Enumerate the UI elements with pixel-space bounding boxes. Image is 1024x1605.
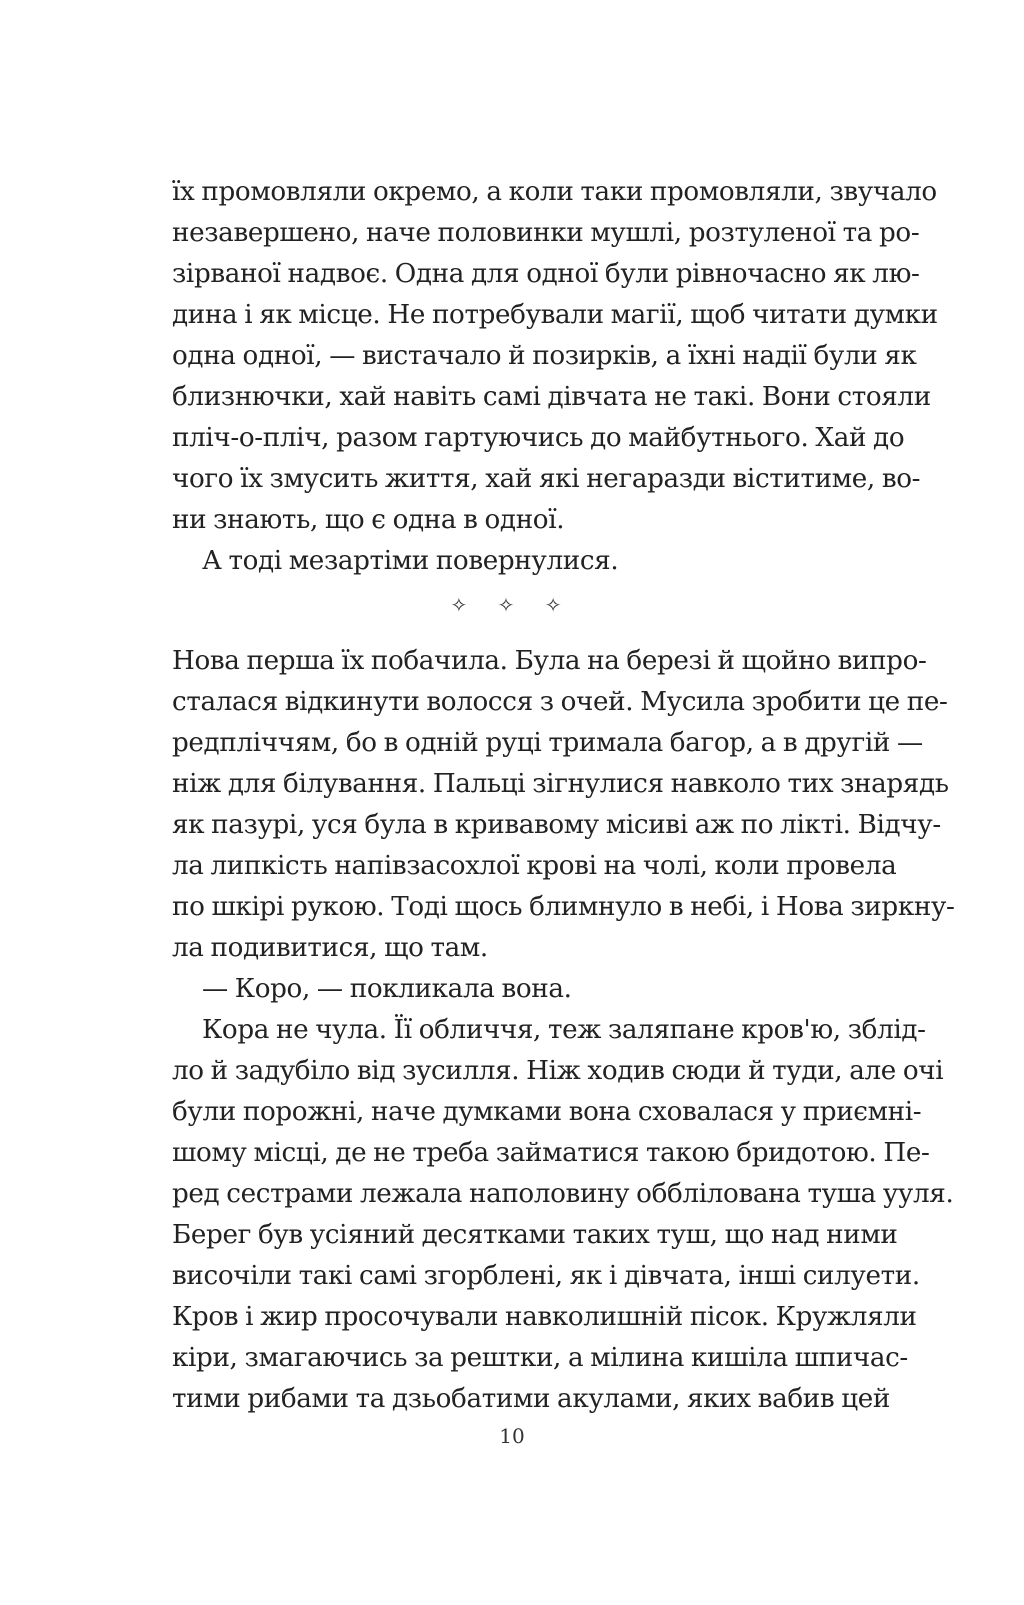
text-line: Кров і жир просочували навколишній пісок. Кружляли [172, 1302, 917, 1332]
text-line: близнючки, хай навіть самі дівчата не такі. Вони стояли [172, 382, 931, 412]
section-divider: ✧ ✧ ✧ [450, 593, 574, 617]
text-line: зірваної надвоє. Одна для одної були рівночасно як лю- [172, 259, 920, 289]
text-line: ред сестрами лежала наполовину обблілована туша ууля. [172, 1179, 954, 1209]
text-line: ла липкість напівзасохлої крові на чолі, коли провела [172, 851, 897, 881]
text-line: як пазурі, уся була в кривавому місиві аж по лікті. Відчу- [172, 810, 941, 840]
text-line: шому місці, де не треба займатися такою бридотою. Пе- [172, 1138, 930, 1168]
text-line: сталася відкинути волосся з очей. Мусила зробити це пе- [172, 687, 948, 717]
text-block-continuation [172, 172, 938, 582]
text-line: одна одної, — вистачало й позирків, а їхні надії були як [172, 341, 917, 371]
text-line: ніж для білування. Пальці зігнулися навколо тих знарядь [172, 769, 949, 799]
text-line: ло й задубіло від зусилля. Ніж ходив сюди й туди, але очі [172, 1056, 944, 1086]
text-line: Кора не чула. Її обличчя, теж заляпане кров'ю, зблід- [202, 1015, 926, 1045]
text-line: незавершено, наче половинки мушлі, розтуленої та ро- [172, 218, 920, 248]
text-line: ни знають, що є одна в одної. [172, 505, 565, 535]
text-line: були порожні, наче думками вона сховалася у приємні- [172, 1097, 922, 1127]
text-line: чого їх змусить життя, хай які негаразди віститиме, во- [172, 464, 921, 494]
text-line: ла подивитися, що там. [172, 933, 488, 963]
text-block-section [172, 641, 955, 1420]
text-line: дина і як місце. Не потребували магії, щоб читати думки [172, 300, 938, 330]
text-line: тими рибами та дзьобатими акулами, яких вабив цей [172, 1384, 890, 1414]
page-number: 10 [499, 1424, 525, 1448]
text-line: А тоді мезартіми повернулися. [202, 546, 619, 576]
text-line: Нова перша їх побачила. Була на березі й щойно випро- [172, 646, 927, 676]
text-line: кіри, змагаючись за рештки, а мілина кишіла шпичас- [172, 1343, 908, 1373]
text-line: редпліччям, бо в одній руці тримала багор, а в другій — [172, 728, 923, 758]
text-line: пліч-о-пліч, разом гартуючись до майбутнього. Хай до [172, 423, 905, 453]
text-line: — Коро, — покликала вона. [202, 974, 572, 1004]
text-line: їх промовляли окремо, а коли таки промовляли, звучало [172, 177, 937, 207]
text-line: височіли такі самі згорблені, як і дівчата, інші силуети. [172, 1261, 920, 1291]
text-line: по шкірі рукою. Тоді щось блимнуло в небі, і Нова зиркну- [172, 892, 955, 922]
text-line: Берег був усіяний десятками таких туш, що над ними [172, 1220, 898, 1250]
